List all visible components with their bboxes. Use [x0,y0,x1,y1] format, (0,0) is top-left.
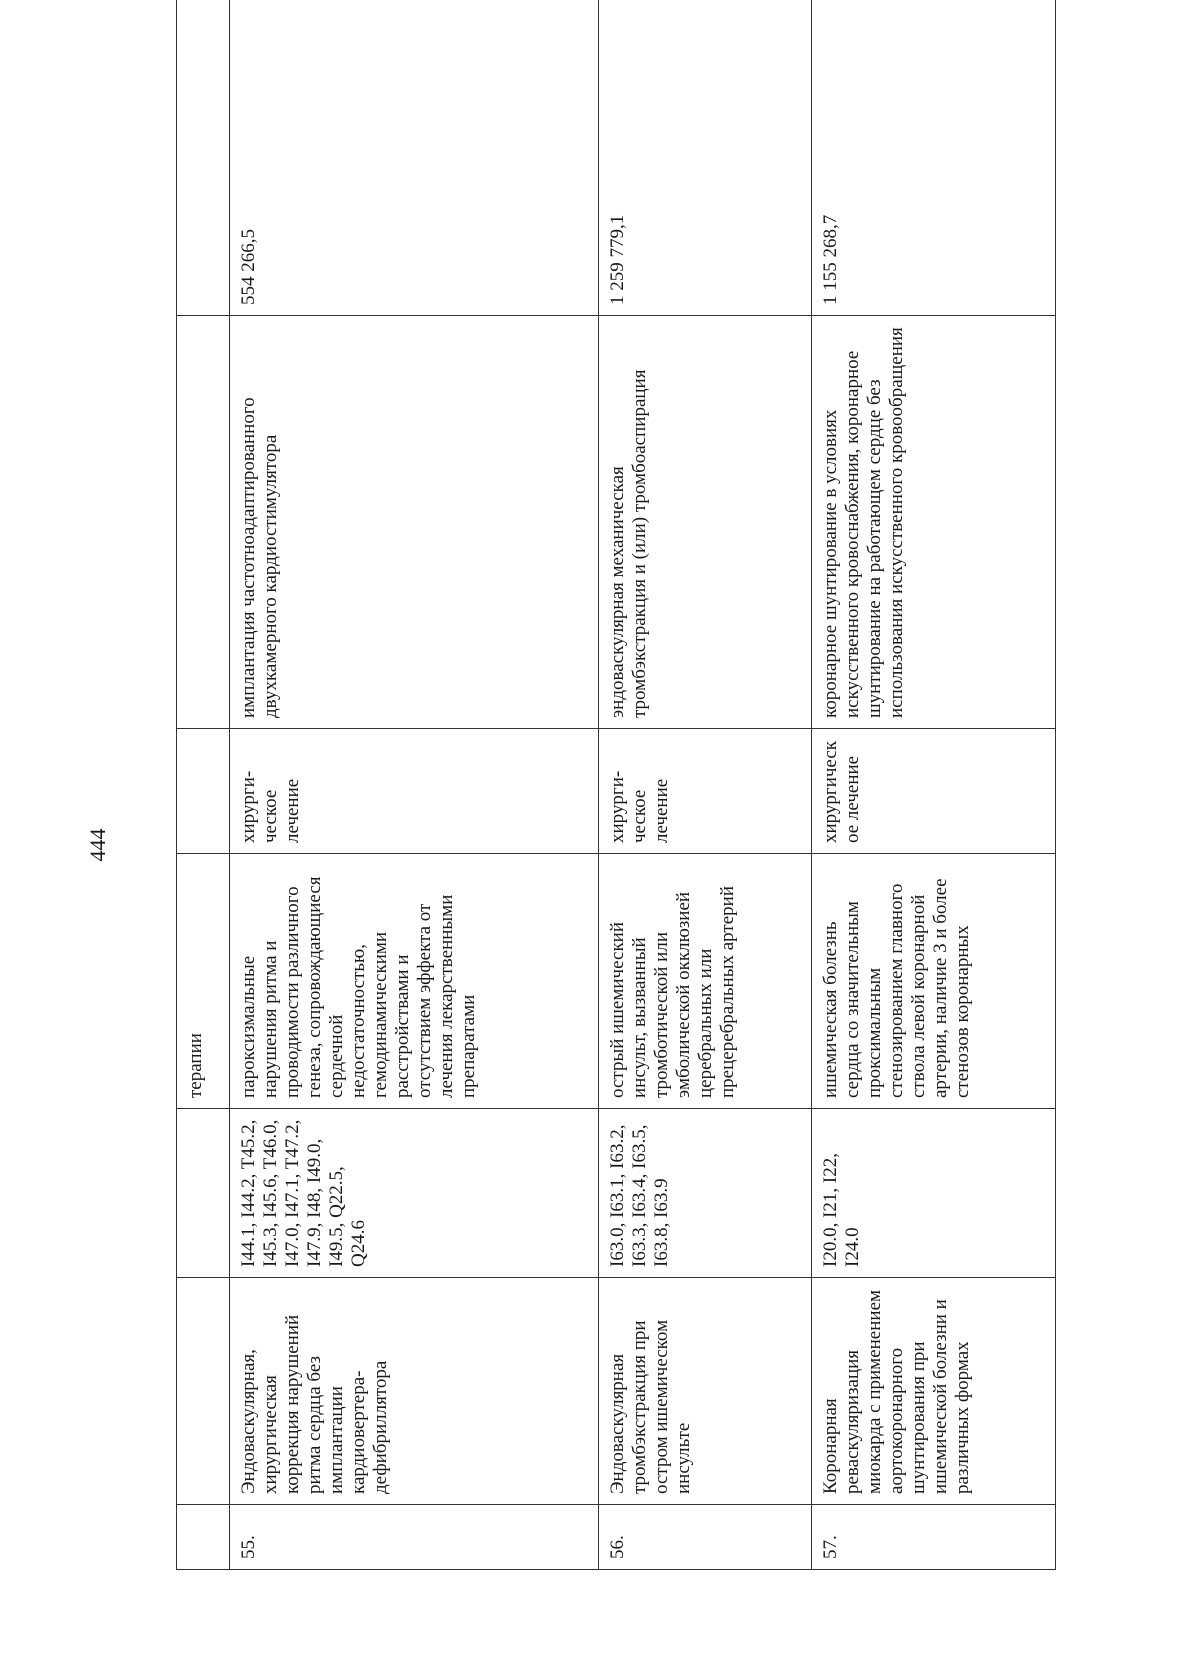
row-number: 55. [230,1505,599,1570]
cost-value: 554 266,5 [230,0,599,316]
treatment-method: эндоваскулярная механическая тромбэкстракция и (или) тромбоаспирация [599,316,812,729]
treatment-kind: хирургическ ое лечение [812,729,1056,854]
page-number: 444 [85,828,110,862]
treatment-method: коронарное шунтирование в условиях искусственного кровоснабжения, коронарное шунтирование на работающем сердце без использования искусственного кровообращения [812,316,1056,729]
table-row [230,0,599,1570]
cost-value: 1 259 779,1 [599,0,812,316]
header-cell [177,1505,230,1570]
header-cell [177,729,230,854]
care-name: Эндоваскулярная тромбэкстракция при остром ишемическом инсульте [599,1278,812,1505]
header-cell [177,1109,230,1278]
row-number: 57. [812,1505,1056,1570]
patient-model: острый ишемический инсульт, вызванный тромботической или эмболической окклюзией церебральных или прецеребральных артерий [599,854,812,1109]
treatment-method: имплантация частотноадаптированного двухкамерного кардиостимулятора [230,316,599,729]
cost-value: 1 155 268,7 [812,0,1056,316]
treatment-kind: хирурги-ческое лечение [599,729,812,854]
header-cell [177,1278,230,1505]
table-row [599,0,812,1570]
row-number: 56. [599,1505,812,1570]
care-name: Эндоваскулярная, хирургическая коррекция нарушений ритма сердца без имплантации кардиовертера-дефибриллятора [230,1278,599,1505]
header-cell [177,316,230,729]
patient-model: ишемическая болезнь сердца со значительным проксимальным стенозированием главного ствола левой коронарной артерии, наличие 3 и более стенозов коронарных [812,854,1056,1109]
header-cell: терапии [177,854,230,1109]
care-name: Коронарная реваскуляризация миокарда с применением аортокоронарного шунтирования при ишемической болезни и различных формах [812,1278,1056,1505]
medical-care-table [176,0,1056,1570]
rotated-table-container [176,90,1056,1570]
patient-model: пароксизмальные нарушения ритма и проводимости различного генеза, сопровождающиеся сердечной недостаточностью, гемодинамическими расстройствами и отсутствием эффекта от лечения лекарственными препаратами [230,854,599,1109]
table-row [812,0,1056,1570]
icd-codes: I63.0, I63.1, I63.2, I63.3, I63.4, I63.5, I63.8, I63.9 [599,1109,812,1278]
icd-codes: I44.1, I44.2, T45.2, I45.3, I45.6, T46.0, I47.0, I47.1, T47.2, I47.9, I48, I49.0, I49.5, Q22.5, Q24.6 [230,1109,599,1278]
icd-codes: I20.0, I21, I22, I24.0 [812,1109,1056,1278]
treatment-kind: хирурги-ческое лечение [230,729,599,854]
header-cell [177,0,230,316]
table-header-row [177,0,230,1570]
